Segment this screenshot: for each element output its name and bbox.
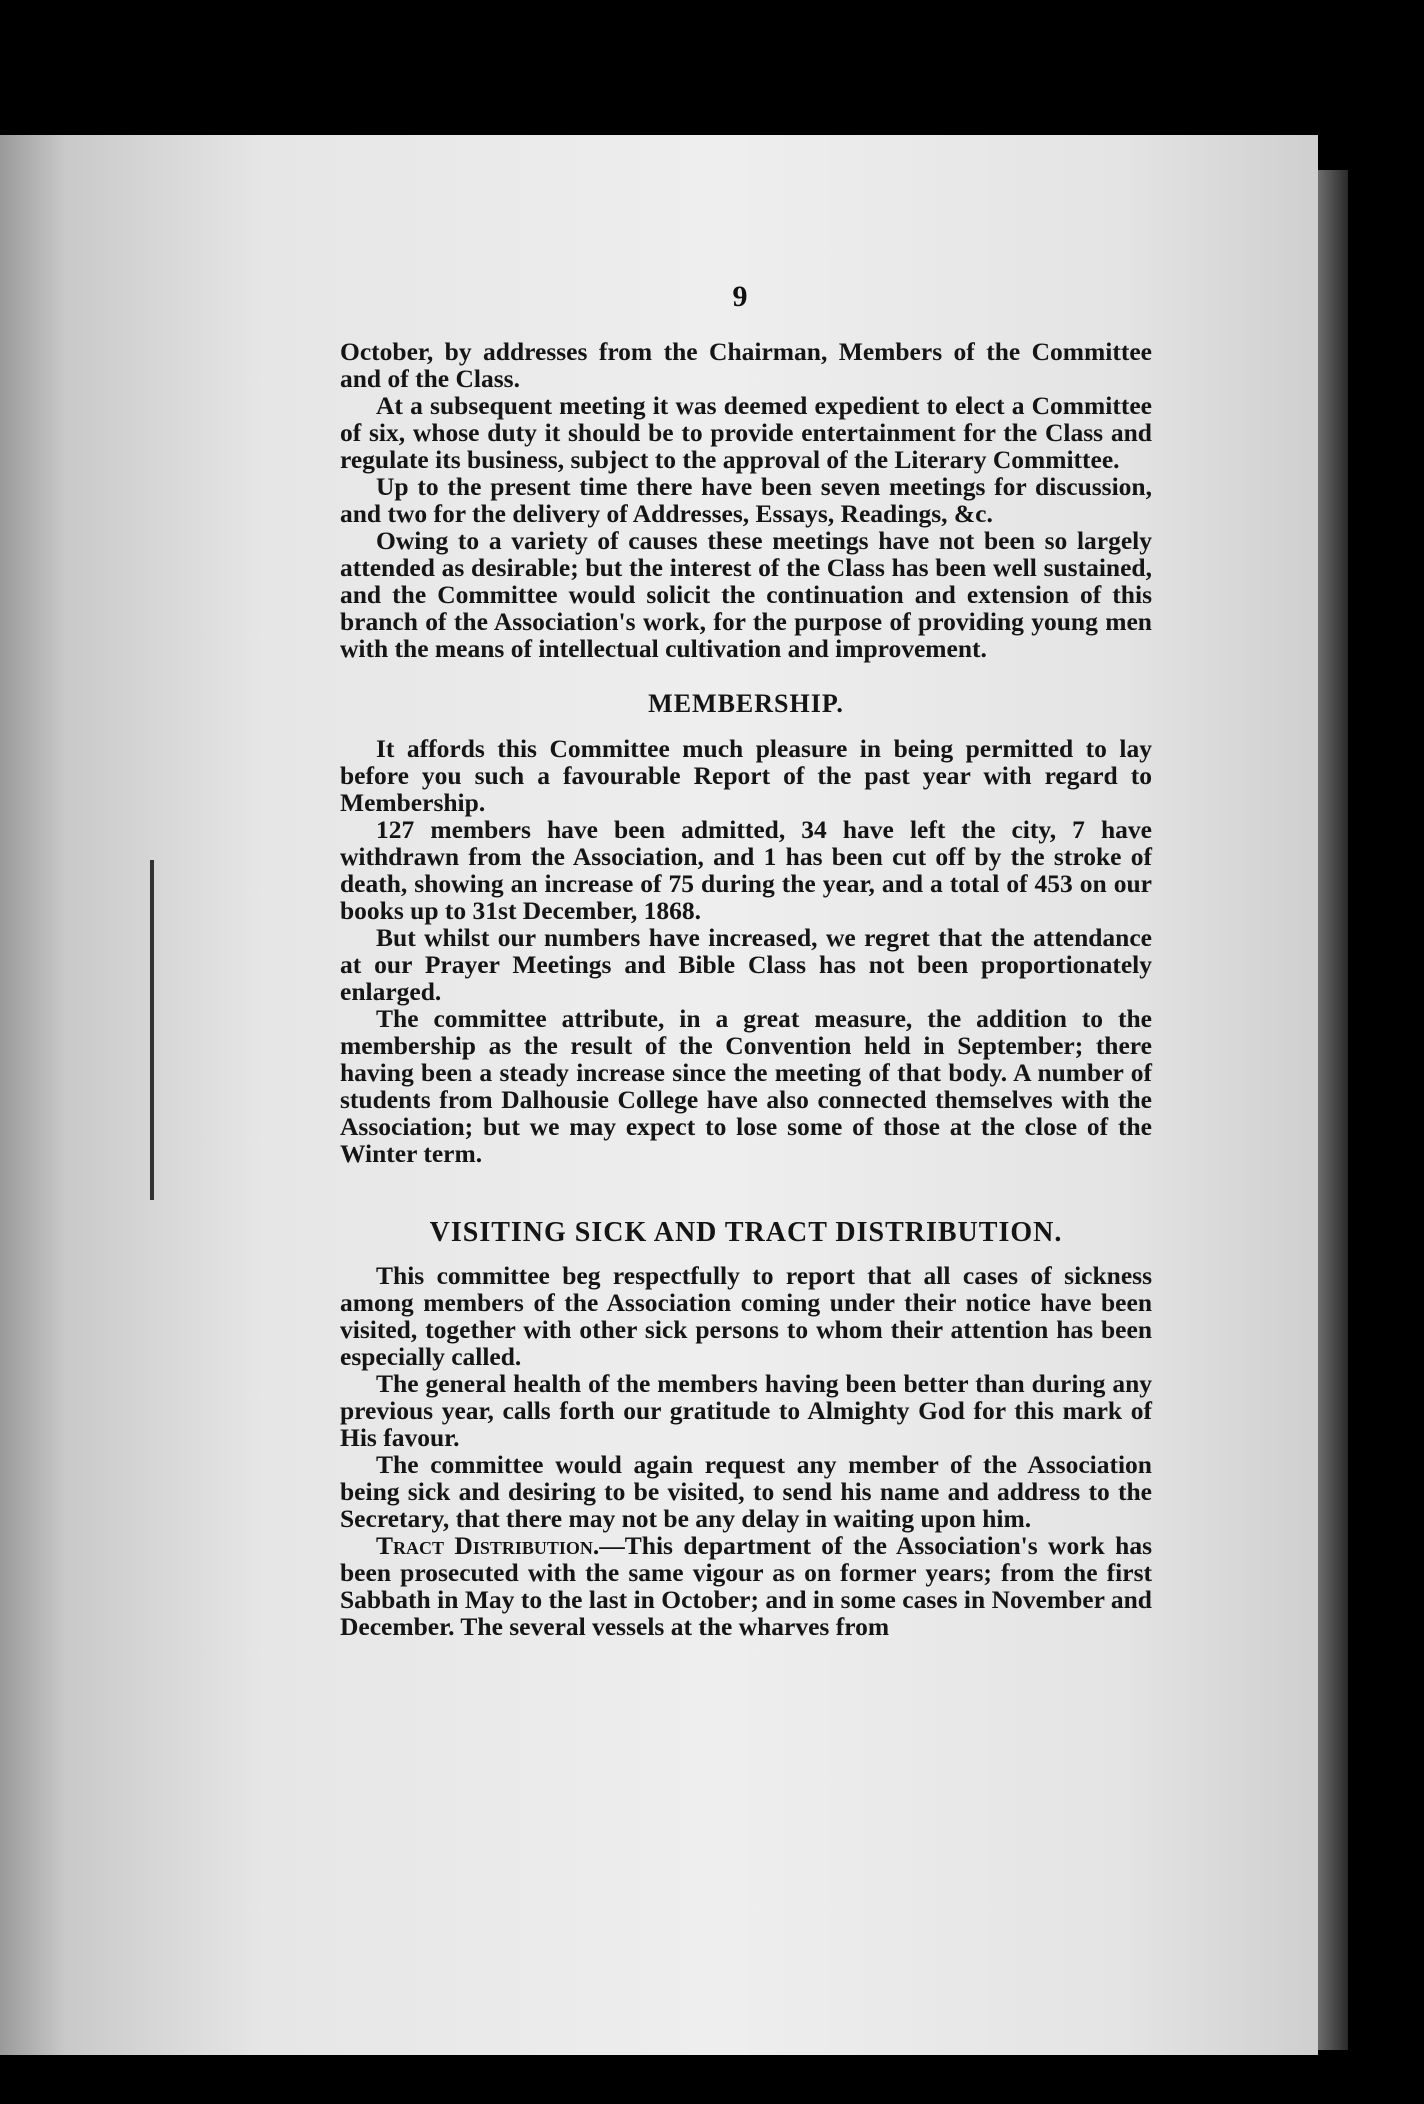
- heading-visiting-sick: VISITING SICK AND TRACT DISTRIBUTION.: [429, 1217, 1063, 1248]
- page-text: [340, 338, 1152, 1640]
- paragraph-visiting-3: The committee would again request any member of the Association being sick and desiring to be visited, to send his name and address to the Secretary, that there may not be any delay in waiting upon him.: [340, 1450, 1152, 1533]
- tract-distribution-lead: Tract Distribution.: [376, 1531, 600, 1560]
- heading-membership: MEMBERSHIP.: [648, 689, 844, 718]
- paragraph-intro-1: October, by addresses from the Chairman, Members of the Committee and of the Class.: [340, 337, 1152, 393]
- tract-distribution-text: —This department of the Association's work has been prosecuted with the same vigour as on former years; from the first Sabbath in May to the last in October; and in some cases in November and December. The several vessels at the wharves from: [340, 1531, 1152, 1641]
- paragraph-visiting-1: This committee beg respectfully to report that all cases of sickness among members of the Association coming under their notice have been visited, together with other sick persons to whom their attention has been especially called.: [340, 1261, 1152, 1371]
- page-number: 9: [732, 280, 748, 313]
- paragraph-membership-2: 127 members have been admitted, 34 have left the city, 7 have withdrawn from the Association, and 1 has been cut off by the stroke of death, showing an increase of 75 during the year, and a total of 453 on our books up to 31st December, 1868.: [340, 815, 1152, 925]
- binding-line: [150, 860, 154, 1200]
- page-edge-shadow: [1318, 170, 1348, 2050]
- paragraph-intro-3: Up to the present time there have been seven meetings for discussion, and two for the delivery of Addresses, Essays, Readings, &c.: [340, 472, 1152, 528]
- paragraph-visiting-2: The general health of the members having been better than during any previous year, calls forth our gratitude to Almighty God for this mark of His favour.: [340, 1369, 1152, 1452]
- paragraph-membership-1: It affords this Committee much pleasure in being permitted to lay before you such a favourable Report of the past year with regard to Membership.: [340, 734, 1152, 817]
- paragraph-tract-distribution: [340, 1532, 1152, 1640]
- paragraph-intro-4: Owing to a variety of causes these meetings have not been so largely attended as desirable; but the interest of the Class has been well sustained, and the Committee would solicit the continuation and extension of this branch of the Association's work, for the purpose of providing young men with the means of intellectual cultivation and improvement.: [340, 526, 1152, 663]
- paragraph-intro-2: At a subsequent meeting it was deemed expedient to elect a Committee of six, whose duty it should be to provide entertainment for the Class and regulate its business, subject to the approval of the Literary Committee.: [340, 391, 1152, 474]
- paragraph-membership-4: The committee attribute, in a great measure, the addition to the membership as the result of the Convention held in September; there having been a steady increase since the meeting of that body. A number of students from Dalhousie College have also connected themselves with the Association; but we may expect to lose some of those at the close of the Winter term.: [340, 1004, 1152, 1168]
- paragraph-membership-3: But whilst our numbers have increased, we regret that the attendance at our Prayer Meetings and Bible Class has not been proportionately enlarged.: [340, 923, 1152, 1006]
